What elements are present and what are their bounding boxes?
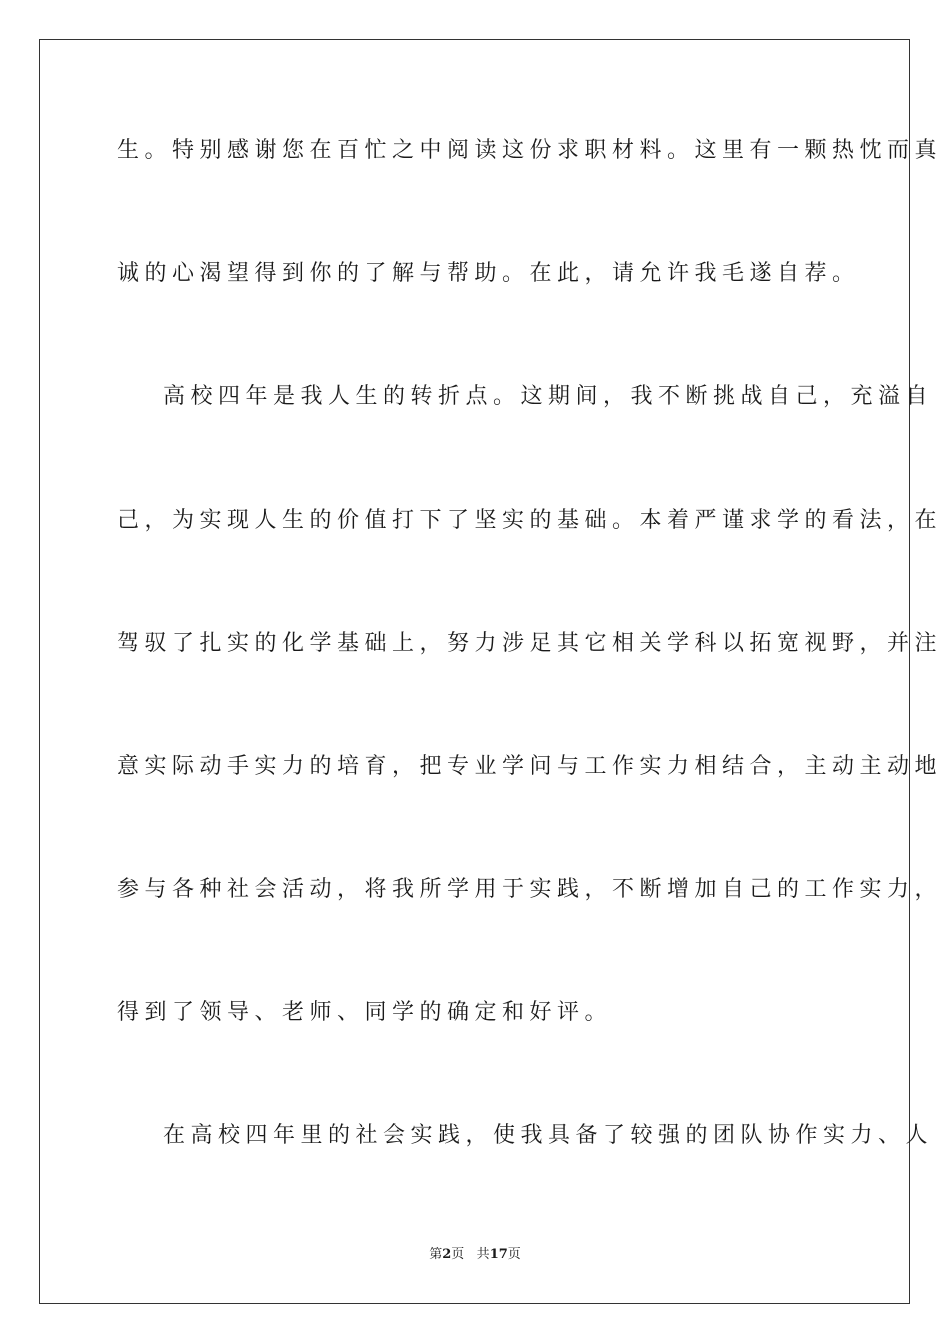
page-border (39, 39, 943, 1304)
text-line: 参与各种社会活动，将我所学用于实践，不断增加自己的工作实力， (117, 877, 943, 902)
footer-total-pages: 17 (489, 1247, 508, 1262)
footer-page-prefix: 第 (429, 1247, 443, 1262)
footer-page-suffix: 页 (451, 1247, 465, 1262)
text-line: 得到了领导、老师、同学的确定和好评。 (117, 1000, 613, 1025)
page-footer (0, 1246, 950, 1264)
text-line: 驾驭了扎实的化学基础上，努力涉足其它相关学科以拓宽视野，并注 (117, 631, 943, 656)
text-line: 己，为实现人生的价值打下了坚实的基础。本着严谨求学的看法，在 (117, 508, 943, 533)
text-line: 生。特别感谢您在百忙之中阅读这份求职材料。这里有一颗热忱而真 (117, 138, 943, 163)
text-line: 意实际动手实力的培育，把专业学问与工作实力相结合，主动主动地 (117, 754, 943, 779)
paragraph-first-line: 高校四年是我人生的转折点。这期间，我不断挑战自己，充溢自 (163, 384, 934, 409)
footer-page-number: 2 (442, 1247, 452, 1262)
text-line: 诚的心渴望得到你的了解与帮助。在此，请允许我毛遂自荐。 (117, 261, 860, 286)
footer-total-suffix: 页 (507, 1247, 521, 1262)
footer-total-prefix: 共 (476, 1247, 490, 1262)
paragraph-first-line: 在高校四年里的社会实践，使我具备了较强的团队协作实力、人 (163, 1123, 934, 1148)
